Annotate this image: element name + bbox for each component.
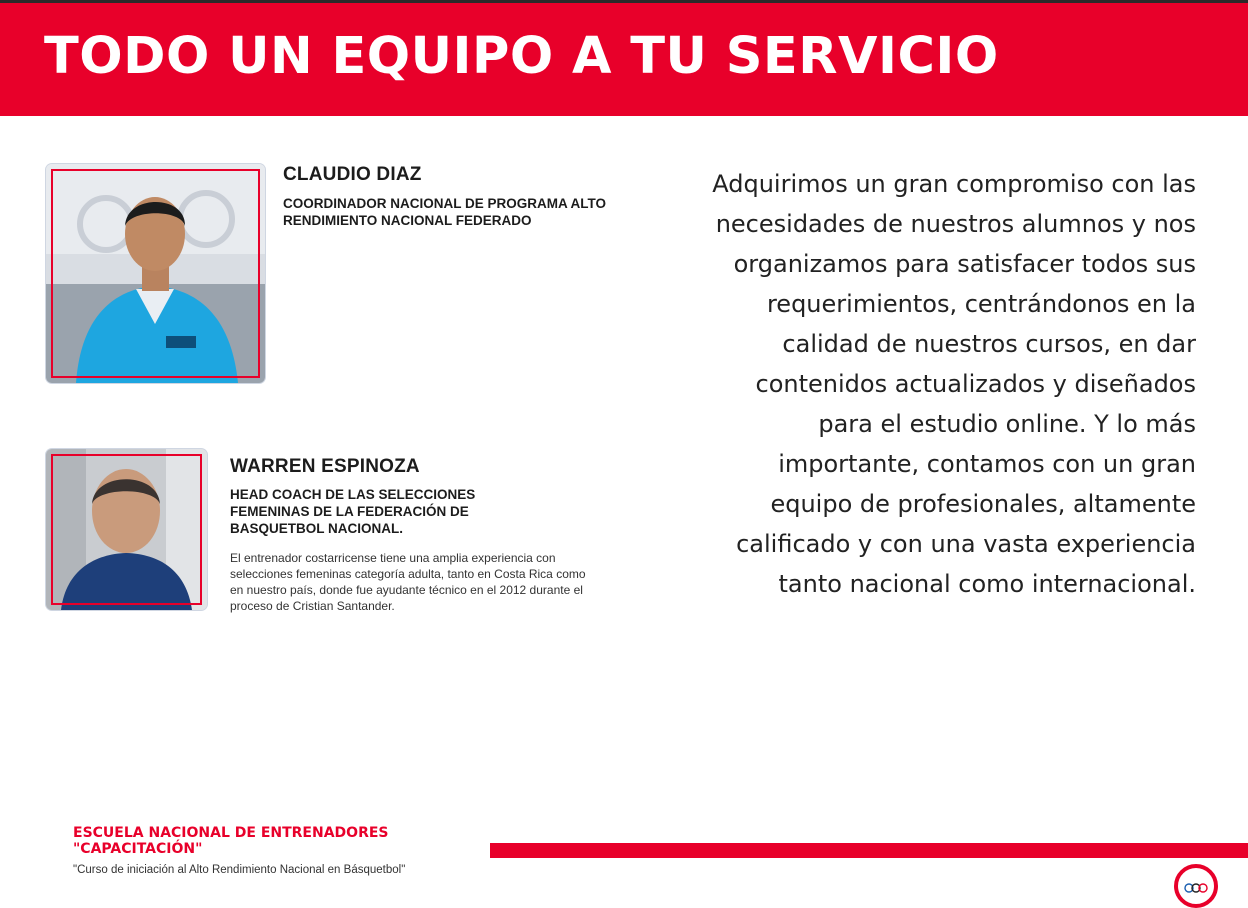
- page-header: [0, 0, 1248, 116]
- team-member-name: CLAUDIO DIAZ: [283, 164, 422, 185]
- team-member-name: WARREN ESPINOZA: [230, 456, 420, 477]
- team-member-bio: El entrenador costarricense tiene una amplia experiencia con selecciones femeninas categoría adulta, tanto en Costa Rica como en nuestro país, donde fue ayudante técnico en el 2012 durante el proceso de Cristian Santander.: [230, 551, 586, 613]
- mission-statement: Adquirimos un gran compromiso con las necesidades de nuestros alumnos y nos organizamos para satisfacer todos sus requerimientos, centrándonos en la calidad de nuestros cursos, en dar contenidos actualizados y diseñados para el estudio online. Y lo más importante, contamos con un gran equipo de profesionales, altamente calificado y con una vasta experiencia tanto nacional como internacional.: [712, 170, 1196, 598]
- footer-accent-bar: [490, 843, 1248, 858]
- footer-course-name: "Curso de iniciación al Alto Rendimiento Nacional en Básquetbol": [73, 864, 406, 876]
- footer-org-name: ESCUELA NACIONAL DE ENTRENADORES: [73, 825, 389, 841]
- page-title: TODO UN EQUIPO A TU SERVICIO: [44, 27, 999, 86]
- footer-organization: [73, 825, 389, 857]
- portrait-illustration: [46, 449, 207, 610]
- portrait-illustration: [46, 164, 265, 383]
- team-member-photo-warren: [46, 449, 207, 610]
- team-member-role: COORDINADOR NACIONAL DE PROGRAMA ALTO RENDIMIENTO NACIONAL FEDERADO: [283, 196, 606, 228]
- team-member-role: HEAD COACH DE LAS SELECCIONES FEMENINAS DE LA FEDERACIÓN DE BASQUETBOL NACIONAL.: [230, 487, 476, 536]
- olympic-committee-seal-icon: [1174, 864, 1218, 908]
- footer-program-name: "CAPACITACIÓN": [73, 841, 203, 857]
- team-member-photo-claudio: [46, 164, 265, 383]
